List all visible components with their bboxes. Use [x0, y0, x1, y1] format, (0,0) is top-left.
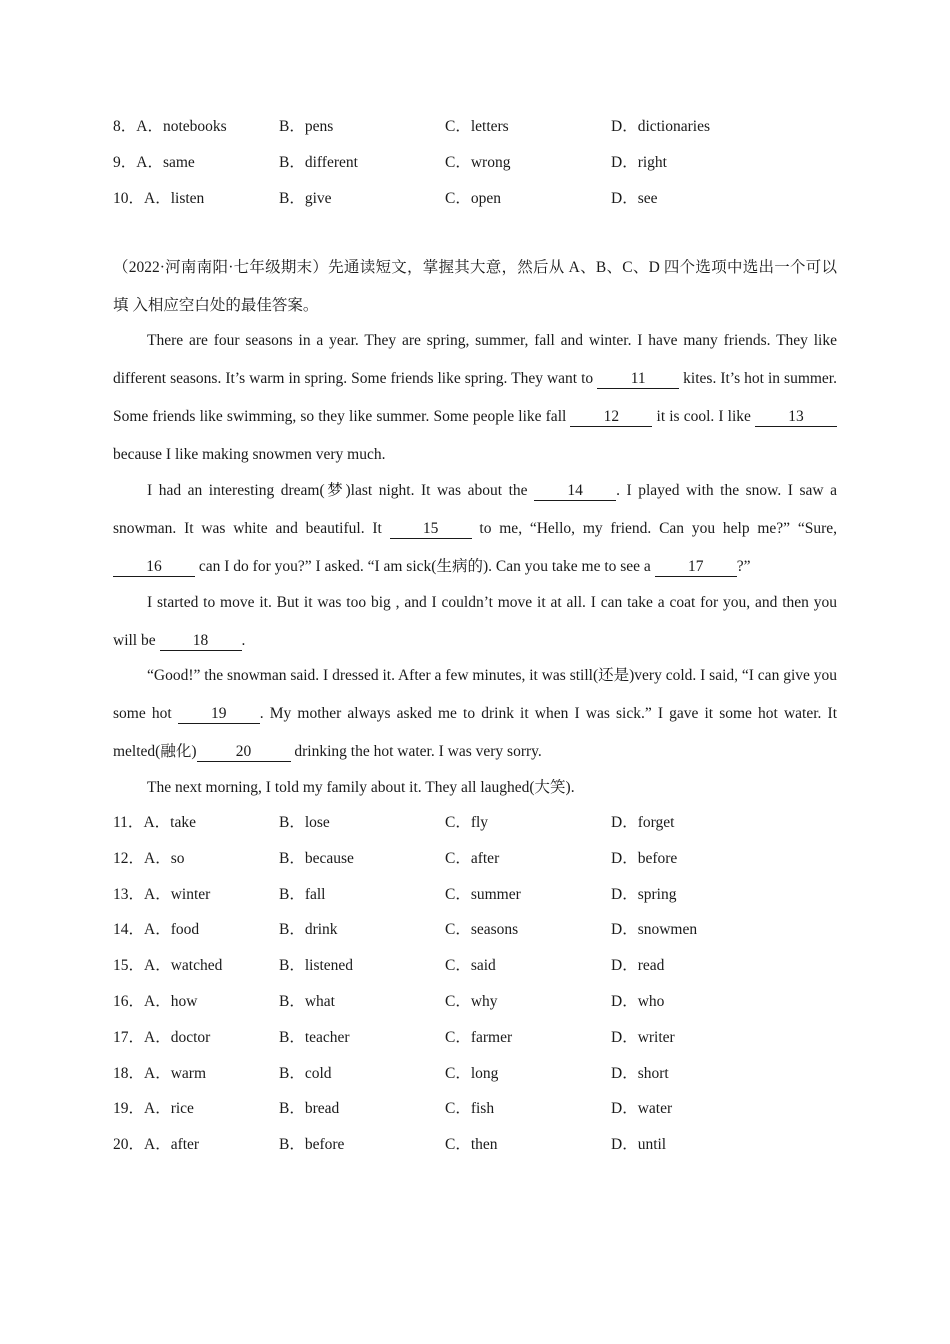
option-c: C．open: [445, 190, 501, 207]
option-row-12: [113, 847, 837, 871]
option-c: C．long: [445, 1064, 499, 1082]
question-number: 10．: [113, 190, 145, 207]
option-a: [113, 115, 227, 139]
option-a-text: A．so: [144, 849, 185, 867]
passage-paragraph-4: [113, 657, 837, 771]
option-a-text: A．warm: [144, 1064, 207, 1082]
option-a: [113, 990, 197, 1014]
blank-19: 19: [178, 705, 260, 724]
option-a: [113, 1062, 206, 1086]
option-a-text: A．food: [144, 921, 200, 939]
option-d: D．before: [611, 849, 678, 867]
question-number: 19．: [113, 1100, 145, 1118]
blank-14: 14: [534, 482, 616, 501]
option-a: [113, 918, 199, 942]
option-d: D．snowmen: [611, 921, 698, 939]
option-row-17: [113, 1026, 837, 1050]
option-b: B．fall: [279, 885, 326, 903]
option-b: B．lose: [279, 814, 330, 831]
option-b: B．drink: [279, 921, 338, 939]
option-a: [113, 151, 195, 175]
option-a-text: A．take: [143, 814, 196, 831]
option-c: C．letters: [445, 118, 509, 135]
question-number: 11．: [113, 814, 144, 831]
passage-text: because I like making snowmen very much.: [113, 446, 386, 463]
option-a-text: A．watched: [144, 957, 223, 975]
option-c: C．then: [445, 1136, 498, 1154]
option-c: C．why: [445, 993, 498, 1010]
option-b: B．listened: [279, 957, 354, 975]
option-d: D．water: [611, 1100, 673, 1118]
option-a-text: A．same: [136, 154, 195, 171]
question-number: 18．: [113, 1064, 145, 1082]
question-number: 12．: [113, 849, 145, 867]
passage-text: . My mother always asked me to drink it when I was sick.” I gave it some hot water. It melted(融化): [113, 705, 837, 760]
option-a-text: A．rice: [144, 1100, 194, 1118]
passage-text: drinking the hot water. I was very sorry.: [290, 743, 542, 760]
option-a: [113, 1133, 199, 1157]
question-number: 8．: [113, 118, 137, 135]
option-row-10: [113, 187, 837, 211]
option-b: B．teacher: [279, 1028, 350, 1046]
option-a-text: A．listen: [144, 190, 205, 207]
option-b: B．give: [279, 190, 332, 207]
option-c: C．summer: [445, 885, 521, 903]
option-a: [113, 1097, 194, 1121]
option-c: C．said: [445, 957, 496, 975]
blank-15: 15: [390, 520, 472, 539]
blank-11: 11: [597, 370, 679, 389]
option-d: D．short: [611, 1064, 669, 1082]
blank-12: 12: [570, 408, 652, 427]
option-a-text: A．notebooks: [136, 118, 227, 135]
blank-18: 18: [160, 632, 242, 651]
question-number: 16．: [113, 993, 145, 1010]
option-row-15: [113, 954, 837, 978]
option-d: D．spring: [611, 885, 677, 903]
option-row-11: [113, 811, 837, 835]
passage-text: kites. It’s hot in summer. Some friends like swimming, so they like summer. Some people like fall: [113, 370, 837, 425]
option-row-19: [113, 1097, 837, 1121]
option-c: C．seasons: [445, 921, 519, 939]
option-c: C．farmer: [445, 1028, 513, 1046]
passage-text: can I do for you?” I asked. “I am sick(生病的). Can you take me to see a: [195, 558, 655, 575]
option-d: D．right: [611, 154, 667, 171]
option-a: [113, 847, 185, 871]
question-number: 9．: [113, 154, 137, 171]
option-a: [113, 811, 196, 835]
option-d: D．until: [611, 1136, 667, 1154]
passage-paragraph-2: [113, 472, 837, 586]
option-c: C．after: [445, 849, 500, 867]
passage-text: it is cool. I like: [652, 408, 755, 425]
option-row-13: [113, 883, 837, 907]
passage-text: There are four seasons in a year. They are spring, summer, fall and winter. I have many friends. They like different seasons. It’s warm in spring. Some friends like spring. They want to: [113, 332, 837, 387]
option-b: B．cold: [279, 1064, 332, 1082]
option-row-16: [113, 990, 837, 1014]
option-b: B．what: [279, 993, 335, 1010]
option-row-14: [113, 918, 837, 942]
option-row-9: [113, 151, 837, 175]
option-a-text: A．doctor: [144, 1028, 211, 1046]
passage-text: ?”: [736, 558, 751, 575]
question-number: 15．: [113, 957, 145, 975]
option-b: B．bread: [279, 1100, 340, 1118]
section-instruction: （2022·河南南阳·七年级期末）先通读短文，掌握其大意，然后从 A、B、C、D 四个选项中选出一个可以填 入相应空白处的最佳答案。: [113, 259, 837, 314]
question-number: 17．: [113, 1028, 145, 1046]
passage-text: to me, “Hello, my friend. Can you help me?” “Sure,: [471, 520, 838, 537]
passage-text: . I played with the snow. I saw a snowman. It was white and beautiful. It: [113, 482, 837, 537]
option-b: B．because: [279, 849, 354, 867]
option-d: D．read: [611, 957, 665, 975]
question-number: 20．: [113, 1136, 145, 1154]
option-d: D．forget: [611, 814, 675, 831]
passage-paragraph-3: [113, 584, 837, 660]
blank-20: 20: [197, 743, 291, 762]
option-a-text: A．winter: [144, 885, 211, 903]
passage-text: I had an interesting dream(梦)last night. It was about the: [147, 482, 535, 499]
passage-paragraph-5: The next morning, I told my family about it. They all laughed(大笑).: [147, 779, 575, 796]
question-number: 13．: [113, 885, 145, 903]
blank-17: 17: [655, 558, 737, 577]
passage-text: I started to move it. But it was too big , and I couldn’t move it at all. I can take a coat for you, and then you will be: [113, 594, 837, 649]
option-c: C．fly: [445, 814, 489, 831]
option-a-text: A．after: [144, 1136, 200, 1154]
question-number: 14．: [113, 921, 145, 939]
option-a: [113, 883, 210, 907]
option-row-20: [113, 1133, 837, 1157]
option-b: B．different: [279, 154, 358, 171]
option-c: C．wrong: [445, 154, 511, 171]
option-a: [113, 187, 204, 211]
option-a: [113, 954, 222, 978]
option-d: D．dictionaries: [611, 118, 711, 135]
passage-text: .: [241, 632, 246, 649]
option-b: B．before: [279, 1136, 345, 1154]
passage-text: “Good!” the snowman said. I dressed it. After a few minutes, it was still(还是)very cold. I said, “I can give you some hot: [113, 667, 837, 722]
option-a-text: A．how: [144, 993, 198, 1010]
blank-16: 16: [113, 558, 195, 577]
option-row-18: [113, 1062, 837, 1086]
option-row-8: [113, 115, 837, 139]
option-a: [113, 1026, 210, 1050]
blank-13: 13: [755, 408, 837, 427]
option-b: B．pens: [279, 118, 334, 135]
option-d: D．who: [611, 993, 665, 1010]
option-d: D．see: [611, 190, 658, 207]
option-d: D．writer: [611, 1028, 675, 1046]
option-c: C．fish: [445, 1100, 495, 1118]
passage-paragraph-1: [113, 322, 837, 474]
